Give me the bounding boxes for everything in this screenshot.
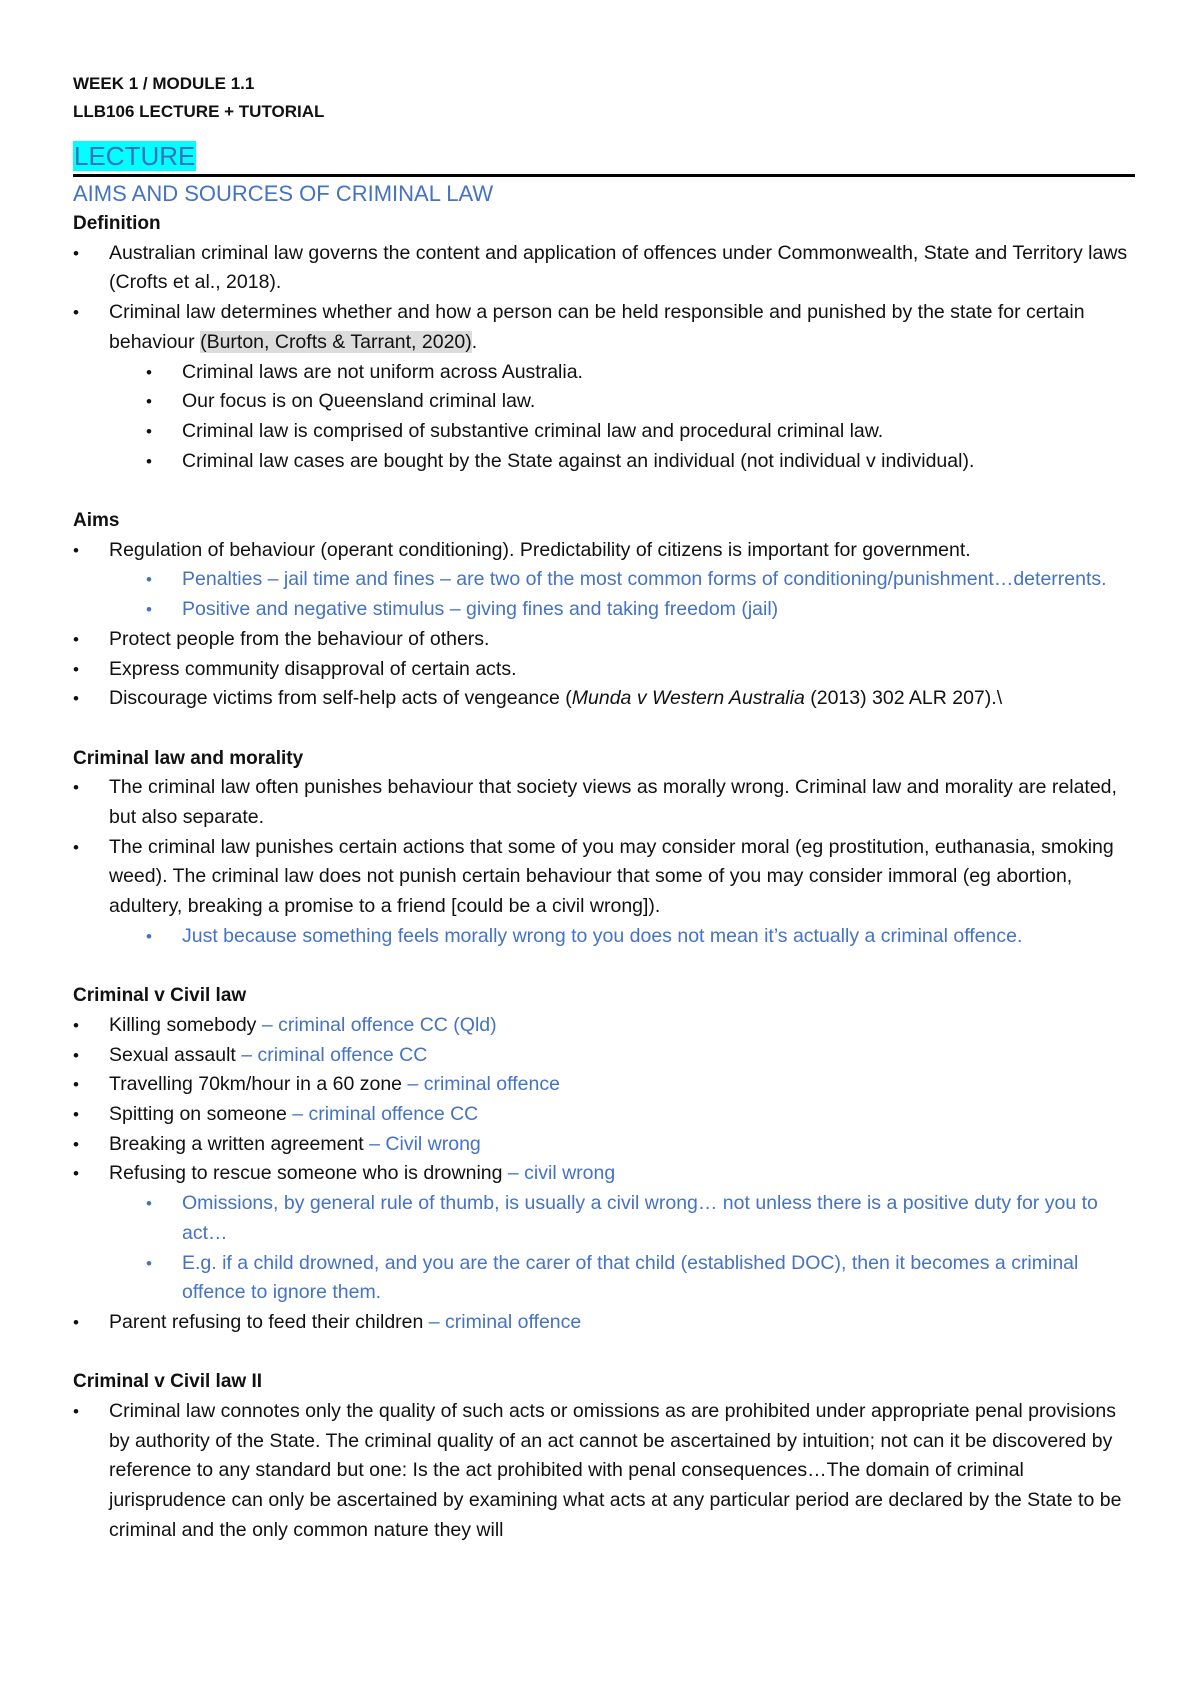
list-item: • Parent refusing to feed their children – criminal offence (73, 1308, 1135, 1338)
list-item: • The criminal law punishes certain actions that some of you may consider moral (eg prostitution, euthanasia, smoking weed). The criminal law does not punish certain behaviour that some of you may consider immoral (eg abortion, adultery, breaking a promise to a friend [could be a civil wrong]). (73, 833, 1135, 922)
list-item: • Refusing to rescue someone who is drowning – civil wrong (73, 1159, 1135, 1189)
list-item: • Travelling 70km/hour in a 60 zone – criminal offence (73, 1070, 1135, 1100)
list-item: • Australian criminal law governs the content and application of offences under Commonwealth, State and Territory laws (Crofts et al., 2018). (73, 239, 1135, 298)
list-item: • Just because something feels morally wrong to you does not mean it’s actually a criminal offence. (73, 922, 1135, 952)
criminal-civil-heading: Criminal v Civil law (73, 985, 247, 1007)
criminal-civil-ii-list (73, 1397, 1135, 1546)
aims-list (73, 536, 1135, 714)
case-name: Munda v Western Australia (571, 687, 805, 710)
course-header: LLB106 LECTURE + TUTORIAL (73, 102, 325, 121)
lecture-heading-rule (73, 138, 1135, 177)
highlighted-citation: (Burton, Crofts & Tarrant, 2020) (200, 330, 472, 353)
list-item: • Criminal law connotes only the quality of such acts or omissions as are prohibited under appropriate penal provisions by authority of the State. The criminal quality of an act cannot be ascertained by intuition; not can it be discovered by reference to any standard but one: Is the act prohibited with penal consequences…The domain of criminal jurisprudence can only be ascertained by examining what acts at any particular period are declared by the State to be criminal and the only common nature they will (73, 1397, 1135, 1546)
list-item: • Discourage victims from self-help acts of vengeance (Munda v Western Australia (2013) 302 ALR 207).\ (73, 684, 1135, 714)
list-item: • Our focus is on Queensland criminal law. (73, 387, 1135, 417)
list-item: • Express community disapproval of certain acts. (73, 655, 1135, 685)
document-page (73, 70, 1135, 1546)
list-item: • Criminal law is comprised of substantive criminal law and procedural criminal law. (73, 417, 1135, 447)
lecture-heading: LECTURE (74, 141, 196, 171)
list-item: • Regulation of behaviour (operant conditioning). Predictability of citizens is important for government. (73, 536, 1135, 566)
list-item: • Killing somebody – criminal offence CC (Qld) (73, 1011, 1135, 1041)
list-item: • Criminal law cases are bought by the State against an individual (not individual v individual). (73, 447, 1135, 477)
list-item: • The criminal law often punishes behaviour that society views as morally wrong. Criminal law and morality are related, but also separate. (73, 773, 1135, 832)
list-item: • Sexual assault – criminal offence CC (73, 1041, 1135, 1071)
list-item: • Protect people from the behaviour of others. (73, 625, 1135, 655)
list-item: • Criminal laws are not uniform across Australia. (73, 358, 1135, 388)
list-item: • Omissions, by general rule of thumb, is usually a civil wrong… not unless there is a positive duty for you to act… (73, 1189, 1135, 1248)
definition-heading: Definition (73, 213, 161, 234)
aims-heading: Aims (73, 510, 120, 532)
document-title: AIMS AND SOURCES OF CRIMINAL LAW (73, 181, 494, 206)
morality-list (73, 773, 1135, 951)
week-module-header: WEEK 1 / MODULE 1.1 (73, 74, 255, 93)
criminal-civil-list (73, 1011, 1135, 1338)
definition-list (73, 239, 1135, 477)
criminal-civil-ii-heading: Criminal v Civil law II (73, 1371, 263, 1393)
list-item: • Breaking a written agreement – Civil wrong (73, 1130, 1135, 1160)
list-item: • Criminal law determines whether and how a person can be held responsible and punished by the state for certain behaviour (Burton, Crofts & Tarrant, 2020). (73, 298, 1135, 357)
morality-heading: Criminal law and morality (73, 747, 304, 769)
list-item: • Positive and negative stimulus – giving fines and taking freedom (jail) (73, 595, 1135, 625)
list-item: • Spitting on someone – criminal offence CC (73, 1100, 1135, 1130)
list-item: • Penalties – jail time and fines – are two of the most common forms of conditioning/punishment…deterrents. (73, 565, 1135, 595)
list-item: • E.g. if a child drowned, and you are the carer of that child (established DOC), then it becomes a criminal offence to ignore them. (73, 1249, 1135, 1308)
